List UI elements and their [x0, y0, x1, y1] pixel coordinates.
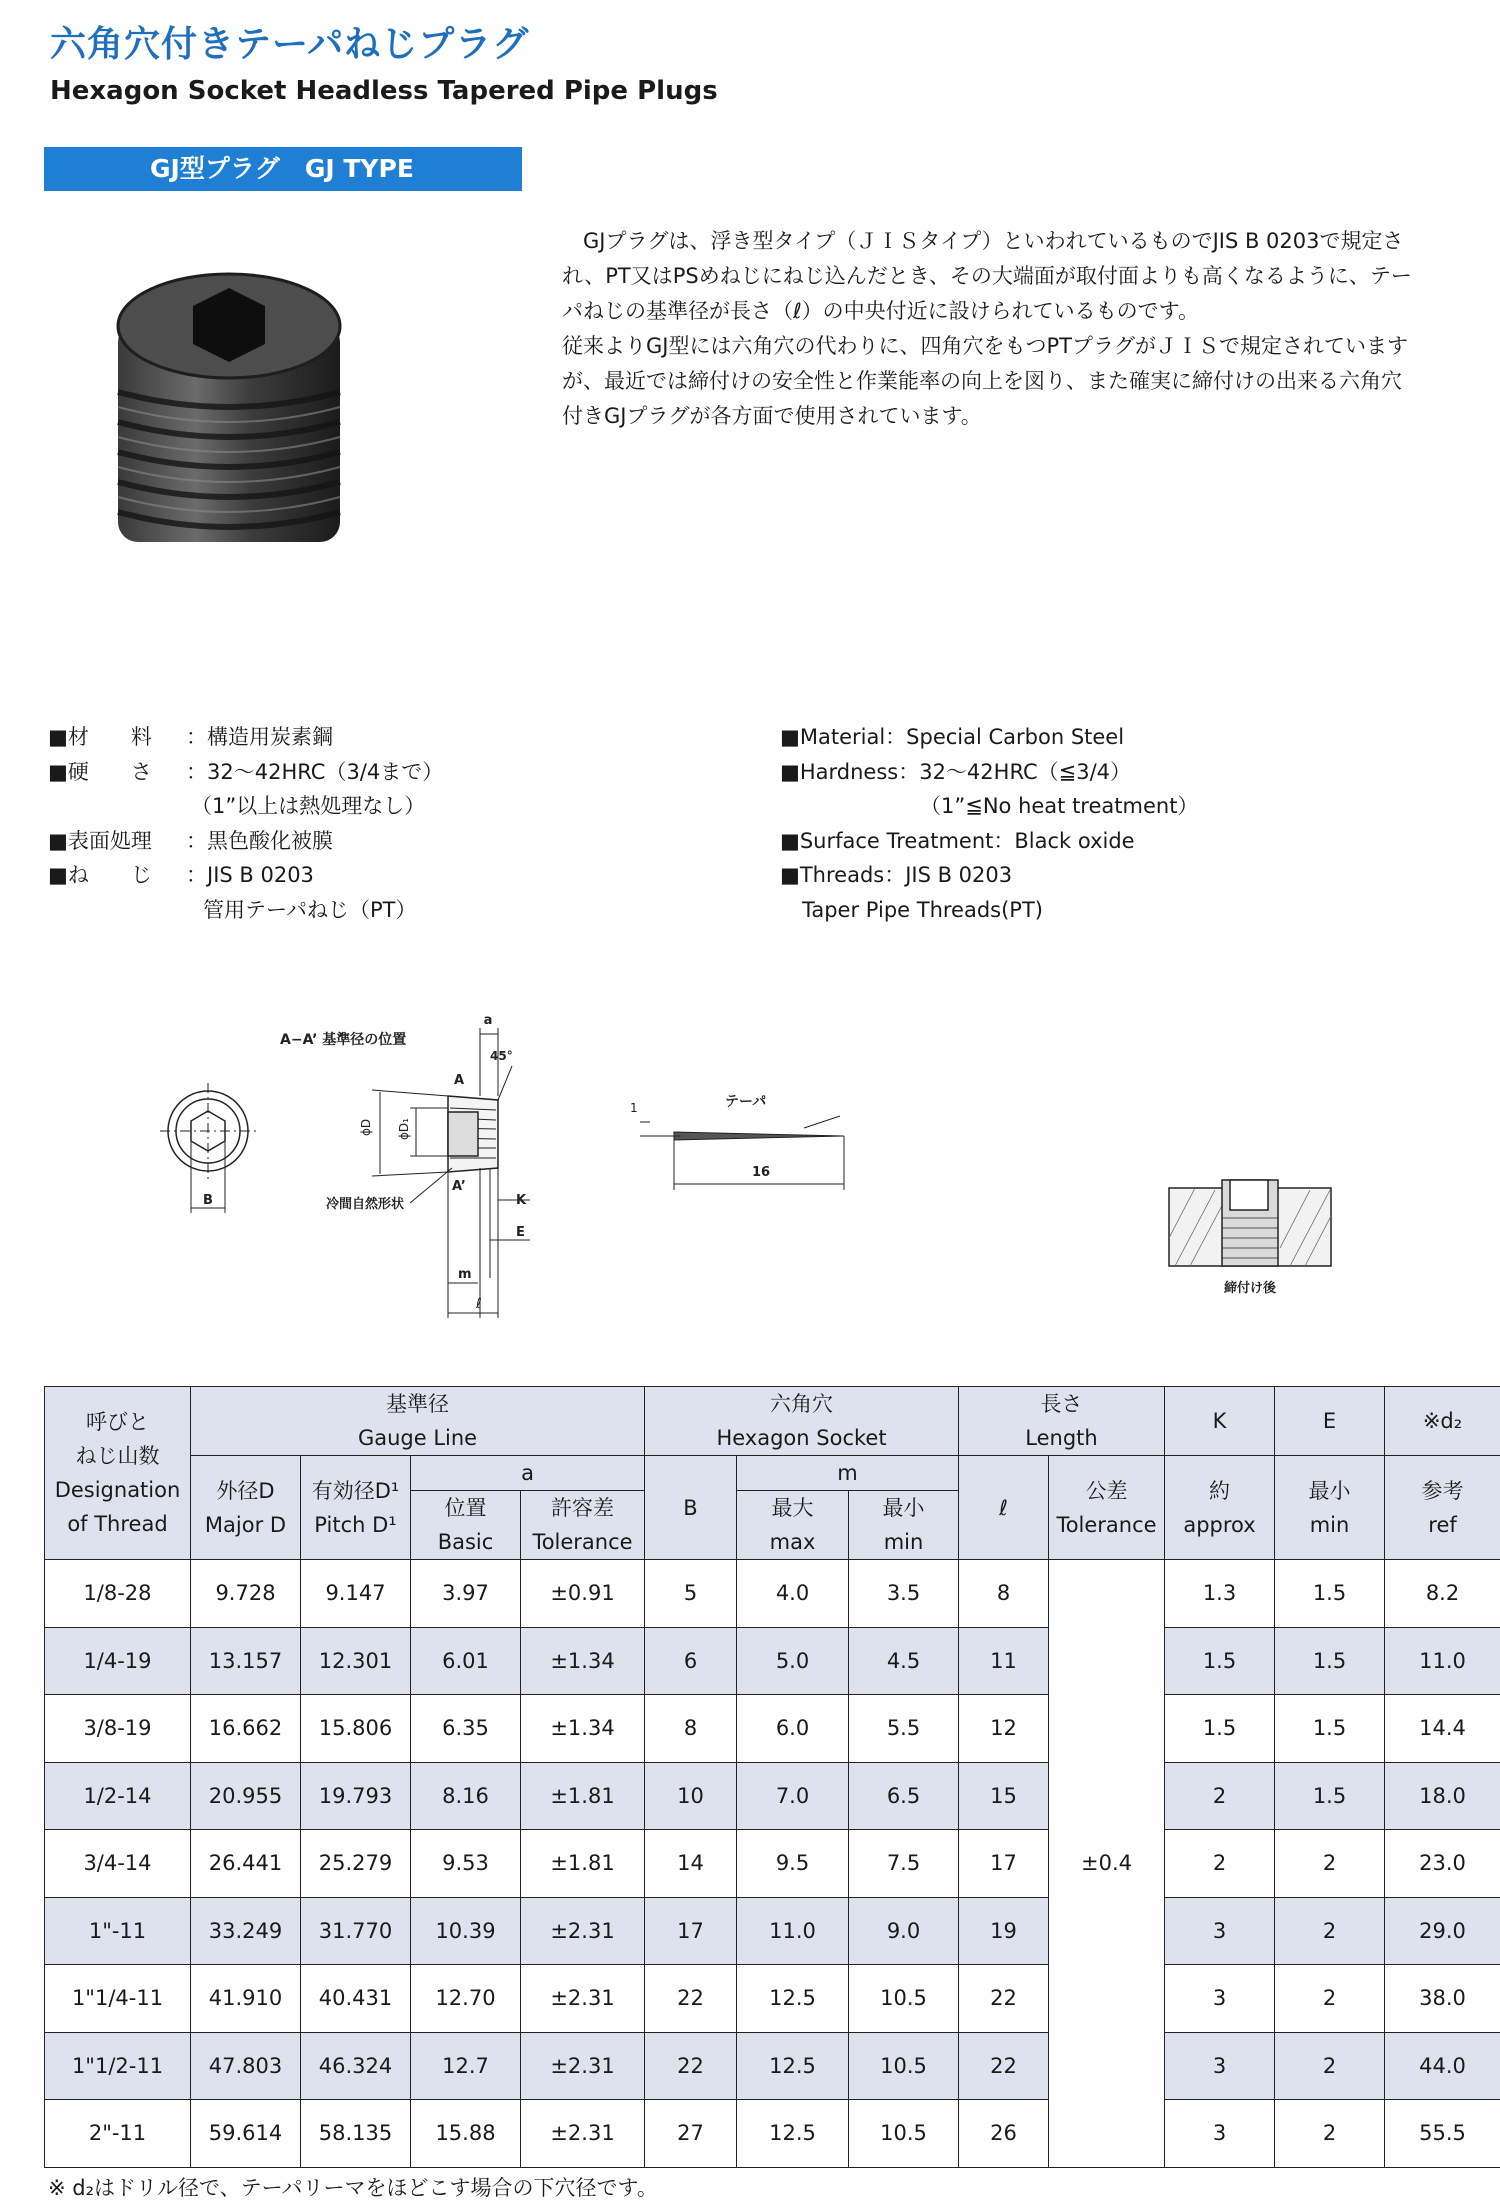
table-row	[45, 1762, 1500, 1830]
spec-note: Taper Pipe Threads(PT)	[802, 897, 1043, 922]
col-E-min: 最小 min	[1275, 1456, 1385, 1560]
cell-B: 22	[645, 1965, 737, 2033]
spec-value: ：32～42HRC（3/4まで）	[186, 759, 444, 784]
cell-m-min: 9.0	[849, 1897, 959, 1965]
cell-d2: 8.2	[1385, 1560, 1500, 1628]
cell-designation: 3/8-19	[45, 1695, 191, 1763]
dim-label-phiD: ϕD	[359, 1118, 373, 1136]
cell-major: 33.249	[191, 1897, 301, 1965]
cell-l: 11	[959, 1627, 1049, 1695]
cell-l: 8	[959, 1560, 1049, 1628]
taper-length-label: 16	[752, 1165, 771, 1180]
cell-m-min: 10.5	[849, 1965, 959, 2033]
spec-threads: ■Threads：JIS B 0203	[780, 863, 1013, 887]
dim-label-45: 45°	[490, 1049, 513, 1063]
cell-a-tolerance: ±2.31	[521, 1897, 645, 1965]
col-major: 外径D Major D	[191, 1456, 301, 1560]
cell-m-min: 3.5	[849, 1560, 959, 1628]
table-row	[45, 1830, 1500, 1898]
col-B: B	[645, 1456, 737, 1560]
col-K-approx: 約 approx	[1165, 1456, 1275, 1560]
cell-E: 1.5	[1275, 1762, 1385, 1830]
cell-a-tolerance: ±1.81	[521, 1830, 645, 1898]
table-row	[45, 2100, 1500, 2168]
intro-line: 従来よりGJ型には六角穴の代わりに、四角穴をもつPTプラグがＪＩＳで規定されています	[562, 334, 1408, 358]
cell-pitch: 46.324	[301, 2032, 411, 2100]
cell-m-max: 11.0	[737, 1897, 849, 1965]
cell-d2: 14.4	[1385, 1695, 1500, 1763]
intro-text	[562, 224, 1492, 434]
cell-a-basic: 8.16	[411, 1762, 521, 1830]
cell-B: 5	[645, 1560, 737, 1628]
cell-E: 2	[1275, 1965, 1385, 2033]
cell-major: 47.803	[191, 2032, 301, 2100]
cell-l: 12	[959, 1695, 1049, 1763]
table-row	[45, 1560, 1500, 1628]
side-view	[280, 1013, 530, 1318]
cell-a-tolerance: ±2.31	[521, 2100, 645, 2168]
cell-a-basic: 12.70	[411, 1965, 521, 2033]
spec-note: （1”≦No heat treatment）	[920, 794, 1199, 818]
cell-pitch: 19.793	[301, 1762, 411, 1830]
page-subtitle: Hexagon Socket Headless Tapered Pipe Plugs	[50, 76, 718, 106]
cell-B: 6	[645, 1627, 737, 1695]
intro-line: GJプラグは、浮き型タイプ（ＪＩＳタイプ）といわれているものでJIS B 0203で規定さ	[562, 229, 1404, 253]
cell-a-basic: 15.88	[411, 2100, 521, 2168]
cell-m-max: 6.0	[737, 1695, 849, 1763]
col-length: 長さ Length	[959, 1387, 1165, 1456]
col-pitch: 有効径D¹ Pitch D¹	[301, 1456, 411, 1560]
spec-label: ■表面処理	[48, 828, 152, 853]
cell-d2: 23.0	[1385, 1830, 1500, 1898]
cell-a-tolerance: ±2.31	[521, 2032, 645, 2100]
cell-designation: 2"-11	[45, 2100, 191, 2168]
cell-E: 2	[1275, 1897, 1385, 1965]
cell-B: 22	[645, 2032, 737, 2100]
col-K: K	[1165, 1387, 1275, 1456]
cell-d2: 11.0	[1385, 1627, 1500, 1695]
table-row	[45, 1965, 1500, 2033]
type-banner: GJ型プラグ GJ TYPE	[44, 147, 522, 191]
cell-a-basic: 9.53	[411, 1830, 521, 1898]
cell-B: 14	[645, 1830, 737, 1898]
spec-value: ：黒色酸化被膜	[186, 828, 333, 853]
cell-designation: 1/8-28	[45, 1560, 191, 1628]
product-photo	[110, 262, 348, 570]
col-a: a	[411, 1456, 645, 1491]
taper-detail	[630, 1094, 844, 1190]
spec-table	[44, 1386, 1500, 2168]
cell-a-basic: 12.7	[411, 2032, 521, 2100]
spec-value: ：構造用炭素鋼	[186, 725, 333, 749]
cell-major: 26.441	[191, 1830, 301, 1898]
spec-label: ■ね じ	[48, 863, 152, 887]
col-m: m	[737, 1456, 959, 1491]
cell-a-tolerance: ±1.81	[521, 1762, 645, 1830]
dim-label-phiD1: ϕD₁	[397, 1118, 411, 1140]
table-row	[45, 2032, 1500, 2100]
cell-d2: 18.0	[1385, 1762, 1500, 1830]
cell-m-max: 12.5	[737, 2032, 849, 2100]
col-m-min: 最小 min	[849, 1491, 959, 1560]
col-d2-ref: 参考 ref	[1385, 1456, 1500, 1560]
spec-label: ■材 料	[48, 725, 152, 749]
cell-K: 3	[1165, 2100, 1275, 2168]
cell-B: 17	[645, 1897, 737, 1965]
col-m-max: 最大 max	[737, 1491, 849, 1560]
installed-view	[1169, 1180, 1331, 1296]
page-title: 六角穴付きテーパねじプラグ	[50, 24, 530, 65]
table-row	[45, 1695, 1500, 1763]
cell-l: 17	[959, 1830, 1049, 1898]
cell-B: 8	[645, 1695, 737, 1763]
section-label-A2: A’	[452, 1179, 466, 1194]
cell-K: 2	[1165, 1762, 1275, 1830]
intro-line: 付きGJプラグが各方面で使用されています。	[562, 404, 982, 428]
cell-pitch: 12.301	[301, 1627, 411, 1695]
dim-label-a: a	[483, 1013, 493, 1028]
cell-pitch: 58.135	[301, 2100, 411, 2168]
cell-designation: 1/4-19	[45, 1627, 191, 1695]
cell-pitch: 25.279	[301, 1830, 411, 1898]
spec-hardness: ■Hardness：32～42HRC（≦3/4）	[780, 759, 1132, 784]
cell-m-max: 7.0	[737, 1762, 849, 1830]
cell-a-tolerance: ±2.31	[521, 1965, 645, 2033]
col-l-tolerance: 公差 Tolerance	[1049, 1456, 1165, 1560]
col-designation: 呼びと ねじ山数 Designation of Thread	[45, 1387, 191, 1560]
label-cold-formed: 冷間自然形状	[326, 1197, 405, 1212]
cell-E: 2	[1275, 2100, 1385, 2168]
cell-major: 16.662	[191, 1695, 301, 1763]
taper-ratio-label: 1	[630, 1101, 638, 1115]
installed-label: 締付け後	[1223, 1281, 1277, 1296]
cell-E: 1.5	[1275, 1695, 1385, 1763]
cell-E: 1.5	[1275, 1560, 1385, 1628]
cell-B: 10	[645, 1762, 737, 1830]
cell-E: 2	[1275, 1830, 1385, 1898]
table-row	[45, 1627, 1500, 1695]
dim-label-m: m	[458, 1267, 472, 1282]
cell-K: 2	[1165, 1830, 1275, 1898]
cell-K: 1.5	[1165, 1627, 1275, 1695]
cell-pitch: 31.770	[301, 1897, 411, 1965]
cell-a-basic: 10.39	[411, 1897, 521, 1965]
cell-designation: 1"1/4-11	[45, 1965, 191, 2033]
spec-label: ■硬 さ	[48, 759, 152, 784]
cell-a-tolerance: ±1.34	[521, 1695, 645, 1763]
specs-japanese	[48, 720, 443, 927]
cell-l: 22	[959, 2032, 1049, 2100]
spec-surface: ■Surface Treatment：Black oxide	[780, 828, 1135, 853]
table-row	[45, 1897, 1500, 1965]
col-gauge-line: 基準径 Gauge Line	[191, 1387, 645, 1456]
cell-designation: 1"1/2-11	[45, 2032, 191, 2100]
spec-material: ■Material：Special Carbon Steel	[780, 725, 1125, 749]
cell-major: 13.157	[191, 1627, 301, 1695]
taper-label: テーパ	[725, 1094, 767, 1110]
dim-label-B: B	[203, 1193, 213, 1208]
cell-m-max: 12.5	[737, 2100, 849, 2168]
cell-m-min: 10.5	[849, 2032, 959, 2100]
cell-B: 27	[645, 2100, 737, 2168]
cell-m-min: 6.5	[849, 1762, 959, 1830]
table-body	[45, 1560, 1500, 2168]
cell-designation: 1"-11	[45, 1897, 191, 1965]
col-hex-socket: 六角穴 Hexagon Socket	[645, 1387, 959, 1456]
cell-a-tolerance: ±0.91	[521, 1560, 645, 1628]
cell-d2: 55.5	[1385, 2100, 1500, 2168]
cell-l: 15	[959, 1762, 1049, 1830]
spec-value: ：JIS B 0203	[186, 863, 314, 887]
cell-pitch: 40.431	[301, 1965, 411, 2033]
cell-l: 26	[959, 2100, 1049, 2168]
dim-label-l: ℓ	[476, 1296, 482, 1312]
section-label: A−A’ 基準径の位置	[280, 1032, 407, 1048]
cell-pitch: 15.806	[301, 1695, 411, 1763]
cell-K: 3	[1165, 2032, 1275, 2100]
cell-d2: 38.0	[1385, 1965, 1500, 2033]
cell-K: 1.3	[1165, 1560, 1275, 1628]
cell-major: 20.955	[191, 1762, 301, 1830]
cell-m-min: 5.5	[849, 1695, 959, 1763]
cell-m-min: 10.5	[849, 2100, 959, 2168]
footnote: ※ d₂はドリル径で、テーパリーマをほどこす場合の下穴径です。	[48, 2176, 658, 2200]
cell-m-min: 7.5	[849, 1830, 959, 1898]
section-label-A: A	[454, 1073, 465, 1088]
technical-drawing	[140, 1008, 1340, 1338]
front-view	[160, 1083, 256, 1213]
cell-l: 22	[959, 1965, 1049, 2033]
cell-designation: 3/4-14	[45, 1830, 191, 1898]
cell-pitch: 9.147	[301, 1560, 411, 1628]
cell-a-tolerance: ±1.34	[521, 1627, 645, 1695]
col-a-tolerance: 許容差 Tolerance	[521, 1491, 645, 1560]
cell-E: 2	[1275, 2032, 1385, 2100]
cell-a-basic: 3.97	[411, 1560, 521, 1628]
col-a-basic: 位置 Basic	[411, 1491, 521, 1560]
cell-K: 1.5	[1165, 1695, 1275, 1763]
cell-length-tolerance: ±0.4	[1049, 1560, 1165, 2168]
spec-note: （1”以上は熱処理なし）	[191, 794, 426, 818]
spec-note: 管用テーパねじ（PT）	[203, 897, 417, 922]
cell-a-basic: 6.01	[411, 1627, 521, 1695]
intro-line: れ、PT又はPSめねじにねじ込んだとき、その大端面が取付面よりも高くなるように、テー	[562, 264, 1412, 288]
intro-line: パねじの基準径が長さ（ℓ）の中央付近に設けられているものです。	[562, 299, 1199, 323]
cell-K: 3	[1165, 1965, 1275, 2033]
cell-a-basic: 6.35	[411, 1695, 521, 1763]
cell-E: 1.5	[1275, 1627, 1385, 1695]
cell-major: 59.614	[191, 2100, 301, 2168]
col-E: E	[1275, 1387, 1385, 1456]
cell-K: 3	[1165, 1897, 1275, 1965]
cell-designation: 1/2-14	[45, 1762, 191, 1830]
col-d2: ※d₂	[1385, 1387, 1500, 1456]
cell-l: 19	[959, 1897, 1049, 1965]
cell-major: 41.910	[191, 1965, 301, 2033]
cell-m-max: 5.0	[737, 1627, 849, 1695]
cell-d2: 44.0	[1385, 2032, 1500, 2100]
cell-m-max: 9.5	[737, 1830, 849, 1898]
cell-m-max: 4.0	[737, 1560, 849, 1628]
dim-label-E: E	[516, 1225, 525, 1240]
intro-line: が、最近では締付けの安全性と作業能率の向上を図り、また確実に締付けの出来る六角穴	[562, 369, 1402, 393]
specs-english	[780, 720, 1198, 927]
cell-d2: 29.0	[1385, 1897, 1500, 1965]
cell-m-max: 12.5	[737, 1965, 849, 2033]
cell-m-min: 4.5	[849, 1627, 959, 1695]
dim-label-K: K	[516, 1193, 527, 1208]
cell-major: 9.728	[191, 1560, 301, 1628]
col-l: ℓ	[959, 1456, 1049, 1560]
